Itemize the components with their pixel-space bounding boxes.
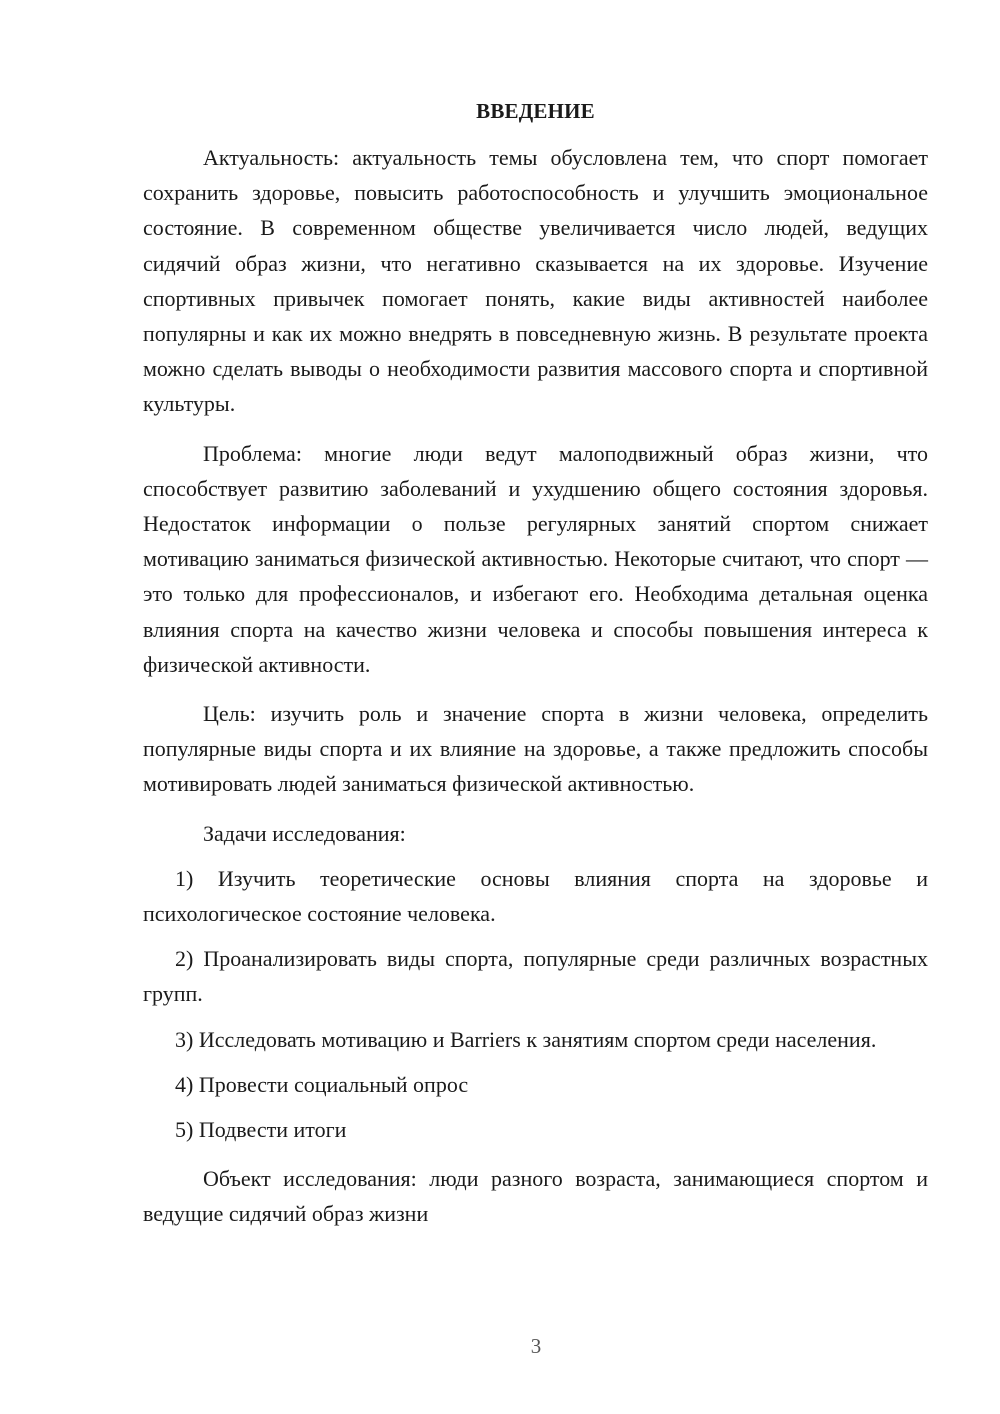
tasks-intro: Задачи исследования: [203,820,406,846]
page-number: 3 [530,1334,542,1358]
relevance-paragraph: Актуальность: актуальность темы обусловлена тем, что спорт помогает сохранить здоровье, повысить работоспособность и улучшить эмоциональное состояние. В современном обществе увеличивается число людей, ведущих сидячий образ жизни, что негативно сказывается на их здоровье. Изучение спортивных привычек помогает понять, какие виды активностей наиболее популярны и как их можно внедрять в повседневную жизнь. В результате проекта можно сделать выводы о необходимости развития массового спорта и спортивной культуры. [143,145,928,417]
page-title: ВВЕДЕНИЕ [476,99,595,123]
problem-paragraph: Проблема: многие люди ведут малоподвижный образ жизни, что способствует развитию заболеваний и ухудшению общего состояния здоровья. Недостаток информации о пользе регулярных занятий спортом снижает мотивацию заниматься физической активностью. Некоторые считают, что спорт — это только для профессионалов, и избегают его. Необходима детальная оценка влияния спорта на качество жизни человека и способы повышения интереса к физической активности. [143,440,928,677]
goal-paragraph: Цель: изучить роль и значение спорта в жизни человека, определить популярные виды спорта и их влияние на здоровье, а также предложить способы мотивировать людей заниматься физической активностью. [143,701,928,797]
task-item-4: 4) Провести социальный опрос [175,1071,469,1097]
task-item-5: 5) Подвести итоги [175,1117,347,1143]
task-item-1: 1) Изучить теоретические основы влияния спорта на здоровье и психологическое состояние человека. [143,865,928,927]
task-item-2: 2) Проанализировать виды спорта, популярные среди различных возрастных групп. [143,946,928,1007]
document-page [143,96,928,1232]
object-paragraph: Объект исследования: люди разного возраста, занимающиеся спортом и ведущие сидячий образ жизни [143,1166,928,1227]
task-item-3: 3) Исследовать мотивацию и Barriers к занятиям спортом среди населения. [175,1026,877,1052]
